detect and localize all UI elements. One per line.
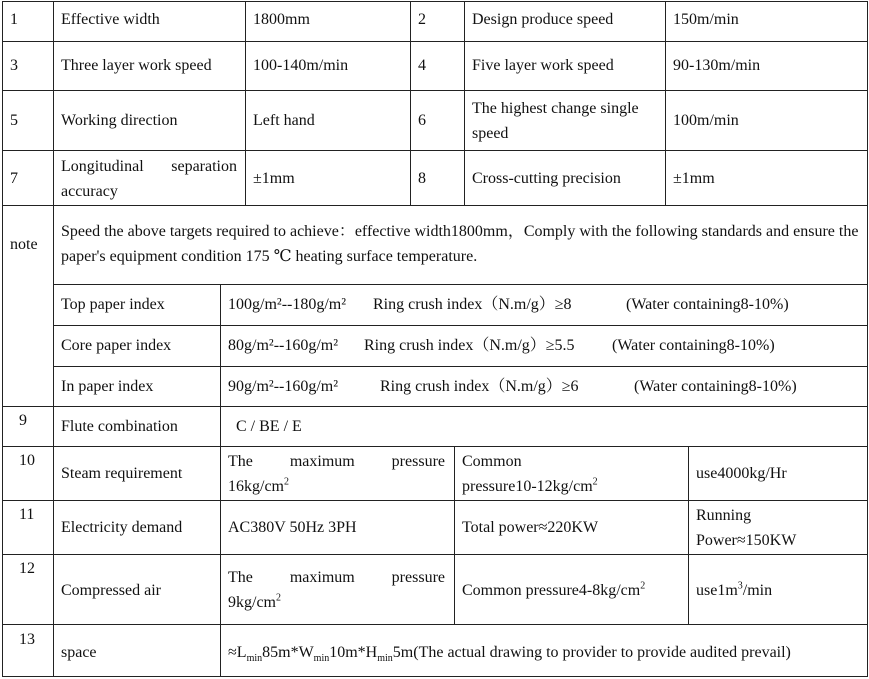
spec-label-line2: speed (472, 125, 509, 142)
max-pressure-line1: The maximum pressure (228, 569, 445, 586)
row-border (2, 554, 868, 555)
steam-usage: use4000kg/Hr (696, 465, 787, 482)
row-border (2, 406, 868, 407)
common-pressure-line1: Common (462, 453, 522, 470)
spec-label: Effective width (61, 11, 160, 28)
row-border (2, 446, 868, 447)
paper-water: (Water containing8-10%) (634, 378, 797, 395)
row-number: 10 (19, 452, 35, 469)
space-dimensions: $\approx L_{min}85m*W_{min}10m*H_{min}5m(The$ actual drawing to provider to provide audited prevail) (228, 644, 791, 665)
row-number: 4 (418, 57, 426, 74)
spec-label: Cross-cutting precision (472, 170, 621, 187)
spec-value: C / BE / E (236, 418, 302, 435)
row-number: 1 (10, 11, 18, 28)
spec-label-line1: The highest change single (472, 100, 639, 117)
paper-weight: 80g/m²--160g/m² (228, 337, 339, 354)
paper-weight: 90g/m²--160g/m² (228, 378, 339, 395)
spec-label-line1: Longitudinal separation (61, 158, 237, 175)
max-pressure-line1: The maximum pressure (228, 453, 445, 470)
spec-label-line2: accuracy (61, 183, 118, 200)
spec-value: Left hand (253, 112, 315, 129)
col-border (53, 1, 54, 677)
row-border (53, 366, 868, 367)
running-power-line2: Power≈150KW (696, 532, 797, 549)
note-label: note (10, 236, 38, 253)
col-border (688, 446, 689, 624)
row-number: 2 (418, 11, 426, 28)
row-border (2, 624, 868, 625)
spec-label: Three layer work speed (61, 57, 212, 74)
running-power-line1: Running (696, 507, 752, 524)
power-supply: AC380V 50Hz 3PH (228, 519, 357, 536)
spec-value: 1800mm (253, 11, 310, 28)
col-border (867, 1, 868, 677)
paper-ring-crush: Ring crush index（N.m/g）≥5.5 (364, 337, 575, 354)
spec-value: 90-130m/min (673, 57, 761, 74)
spec-label: Design produce speed (472, 11, 614, 28)
col-border (665, 1, 666, 206)
row-number: 5 (10, 112, 18, 129)
spec-value: 100-140m/min (253, 57, 349, 74)
row-number: 11 (19, 506, 35, 523)
spec-value: 150m/min (673, 11, 739, 28)
spec-label: Five layer work speed (472, 57, 614, 74)
row-border (2, 90, 868, 91)
air-usage: $use1m^3/\min$ (696, 580, 773, 599)
paper-name: Top paper index (61, 296, 165, 313)
spec-label: Steam requirement (61, 465, 183, 482)
row-border (2, 150, 868, 151)
row-border (2, 676, 868, 677)
col-border (2, 1, 3, 677)
spec-label: Flute combination (61, 418, 178, 435)
common-pressure: Common $pressure4-8kg/cm^2$ (462, 580, 646, 599)
row-number: 7 (10, 170, 18, 187)
max-pressure-line2: $16kg/cm^2$ (228, 476, 289, 495)
row-border (2, 41, 868, 42)
spec-label: Compressed air (61, 582, 161, 599)
col-border (220, 284, 221, 677)
col-border (410, 1, 411, 206)
row-number: 12 (19, 560, 35, 577)
paper-weight: 100g/m²--180g/m² (228, 296, 347, 313)
paper-water: (Water containing8-10%) (626, 296, 789, 313)
paper-name: In paper index (61, 378, 154, 395)
row-number: 13 (19, 631, 35, 648)
col-border (245, 1, 246, 206)
spec-label: Electricity demand (61, 519, 183, 536)
row-number: 8 (418, 170, 426, 187)
row-border (2, 1, 868, 2)
paper-water: (Water containing8-10%) (612, 337, 775, 354)
row-border (53, 325, 868, 326)
spec-label: space (61, 644, 97, 661)
spec-label: Working direction (61, 112, 178, 129)
common-pressure-line2: $pressure10-12kg/cm^2$ (462, 476, 598, 495)
row-number: 6 (418, 112, 426, 129)
max-pressure-line2: $9kg/cm^2$ (228, 592, 281, 611)
paper-name: Core paper index (61, 337, 172, 354)
paper-ring-crush: Ring crush index（N.m/g）≥6 (380, 378, 579, 395)
spec-value: ±1mm (253, 170, 295, 187)
paper-ring-crush: Ring crush index（N.m/g）≥8 (373, 296, 572, 313)
note-text: Speed the above targets required to achieve：effective width1800mm，Comply with the following standards and ensure the paper's equipment condition 175 ℃ heating surface temperature. (61, 223, 859, 265)
spec-value: ±1mm (673, 170, 715, 187)
row-border (53, 284, 868, 285)
row-number: 9 (19, 412, 27, 429)
row-number: 3 (10, 57, 18, 74)
col-border (454, 446, 455, 624)
row-border (2, 500, 868, 501)
spec-value: 100m/min (673, 112, 739, 129)
row-border (2, 205, 868, 206)
total-power: Total power≈220KW (462, 519, 599, 536)
col-border (464, 1, 465, 206)
